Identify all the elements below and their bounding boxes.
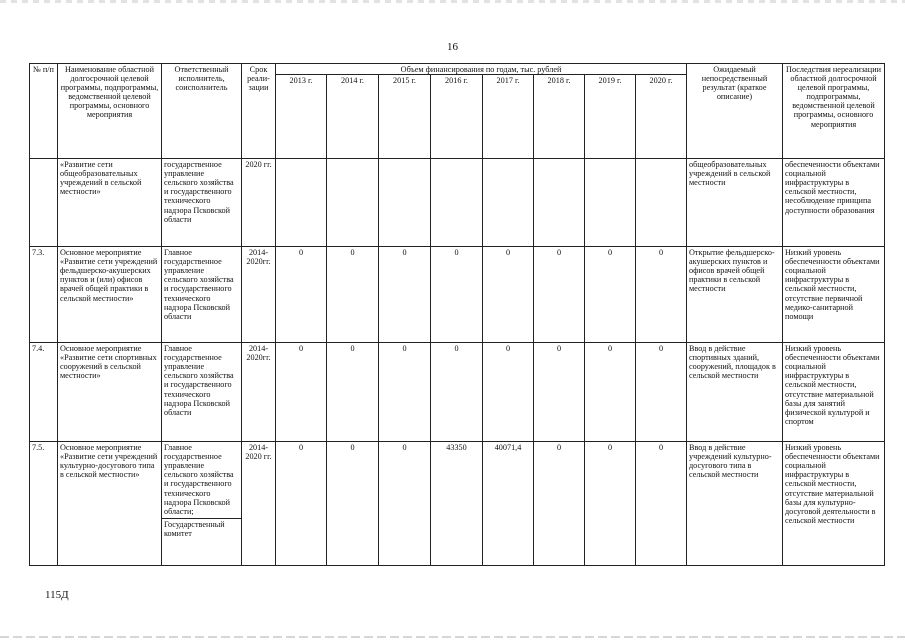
- table-row: [30, 159, 885, 247]
- row-name: Основное мероприятие «Развитие сети учреждений фельдшерско-акушерских пунктов и (или) офисов врачей общей практики в сельской местности»: [58, 247, 162, 343]
- row-result: Ввод в действие спортивных зданий, сооружений, площадок в сельской местности: [687, 343, 783, 442]
- row-term: 2014-2020 гг.: [242, 442, 276, 566]
- header-year: 2020 г.: [636, 75, 687, 159]
- row-responsible: государственное управление сельского хозяйства и государственного технического надзора Псковской области: [162, 159, 242, 247]
- row-value: 0: [585, 247, 636, 343]
- row-result: Ввод в действие учреждений культурно-досугового типа в сельской местности: [687, 442, 783, 566]
- financing-table: [29, 63, 885, 566]
- header-year: 2019 г.: [585, 75, 636, 159]
- row-value: 0: [276, 247, 327, 343]
- scan-edge-top: [0, 0, 905, 3]
- row-value: 0: [327, 442, 379, 566]
- header-year: 2016 г.: [431, 75, 483, 159]
- row-name: Основное мероприятие «Развитие сети спортивных сооружений в сельской местности»: [58, 343, 162, 442]
- header-term: Срок реали-зации: [242, 64, 276, 159]
- row-num: [30, 159, 58, 247]
- row-value: 0: [327, 343, 379, 442]
- row-value: [276, 159, 327, 247]
- row-value: 0: [534, 343, 585, 442]
- row-value: 0: [534, 247, 585, 343]
- header-consequences: Последствия нереализации областной долгосрочной целевой программы, подпрограммы, ведомственной целевой программы, основного мероприятия: [783, 64, 885, 159]
- scan-edge-bottom: [0, 636, 905, 638]
- row-value: 0: [636, 343, 687, 442]
- row-responsible-extra: Государственный комитет: [162, 518, 241, 538]
- row-consequences: Низкий уровень обеспеченности объектами социальной инфраструктуры в сельской местности, отсутствие материальной базы для занятий физической культурой и спортом: [783, 343, 885, 442]
- row-value: 0: [379, 442, 431, 566]
- header-year: 2014 г.: [327, 75, 379, 159]
- row-name: «Развитие сети общеобразовательных учреждений в сельской местности»: [58, 159, 162, 247]
- row-responsible: Главное государственное управление сельского хозяйства и государственного технического надзора Псковской области: [162, 247, 242, 343]
- row-responsible-cell: [162, 442, 242, 566]
- row-value: 0: [276, 343, 327, 442]
- row-value: 0: [483, 247, 534, 343]
- row-value: 0: [483, 343, 534, 442]
- row-value: [327, 159, 379, 247]
- row-value: 0: [379, 343, 431, 442]
- table-row: [30, 442, 885, 566]
- row-term: 2014-2020гг.: [242, 247, 276, 343]
- header-funding: Объем финансирования по годам, тыс. рублей: [276, 64, 687, 75]
- table-row: [30, 247, 885, 343]
- row-responsible: Главное государственное управление сельского хозяйства и государственного технического надзора Псковской области: [162, 343, 242, 442]
- page-number: 16: [447, 41, 458, 53]
- header-result: Ожидаемый непосредственный результат (краткое описание): [687, 64, 783, 159]
- row-value: 0: [585, 343, 636, 442]
- row-consequences: Низкий уровень обеспеченности объектами социальной инфраструктуры в сельской местности, отсутствие первичной медико-санитарной помощи: [783, 247, 885, 343]
- header-year: 2013 г.: [276, 75, 327, 159]
- row-value: 0: [379, 247, 431, 343]
- row-num: 7.3.: [30, 247, 58, 343]
- row-num: 7.5.: [30, 442, 58, 566]
- row-num: 7.4.: [30, 343, 58, 442]
- row-consequences: обеспеченности объектами социальной инфраструктуры в сельской местности, несоблюдение принципа доступности образования: [783, 159, 885, 247]
- row-term: 2020 гг.: [242, 159, 276, 247]
- row-value: 0: [534, 442, 585, 566]
- row-value: 0: [636, 247, 687, 343]
- header-year: 2015 г.: [379, 75, 431, 159]
- document-code: 115Д: [45, 589, 69, 601]
- row-responsible: Главное государственное управление сельского хозяйства и государственного технического надзора Псковской области;: [164, 443, 234, 516]
- row-result: общеобразовательных учреждений в сельской местности: [687, 159, 783, 247]
- table-row: [30, 343, 885, 442]
- row-value: [379, 159, 431, 247]
- row-value: [636, 159, 687, 247]
- header-responsible: Ответственный исполнитель, соисполнитель: [162, 64, 242, 159]
- row-result: Открытие фельдшерско-акушерских пунктов и офисов врачей общей практики в сельской местности: [687, 247, 783, 343]
- row-value: 43350: [431, 442, 483, 566]
- row-value: [483, 159, 534, 247]
- row-value: 40071,4: [483, 442, 534, 566]
- row-value: 0: [636, 442, 687, 566]
- header-year: 2017 г.: [483, 75, 534, 159]
- row-value: [534, 159, 585, 247]
- row-value: 0: [585, 442, 636, 566]
- header-num: № п/п: [30, 64, 58, 159]
- row-value: 0: [327, 247, 379, 343]
- row-value: 0: [276, 442, 327, 566]
- row-consequences: Низкий уровень обеспеченности объектами социальной инфраструктуры в сельской местности, отсутствие материальной базы для культурно-досуговой деятельности в сельской местности: [783, 442, 885, 566]
- row-name: Основное мероприятие «Развитие сети учреждений культурно-досугового типа в сельской местности»: [58, 442, 162, 566]
- row-term: 2014-2020гг.: [242, 343, 276, 442]
- header-year: 2018 г.: [534, 75, 585, 159]
- row-value: 0: [431, 247, 483, 343]
- row-value: [431, 159, 483, 247]
- row-value: 0: [431, 343, 483, 442]
- header-name: Наименование областной долгосрочной целевой программы, подпрограммы, ведомственной целевой программы, основного мероприятия: [58, 64, 162, 159]
- row-value: [585, 159, 636, 247]
